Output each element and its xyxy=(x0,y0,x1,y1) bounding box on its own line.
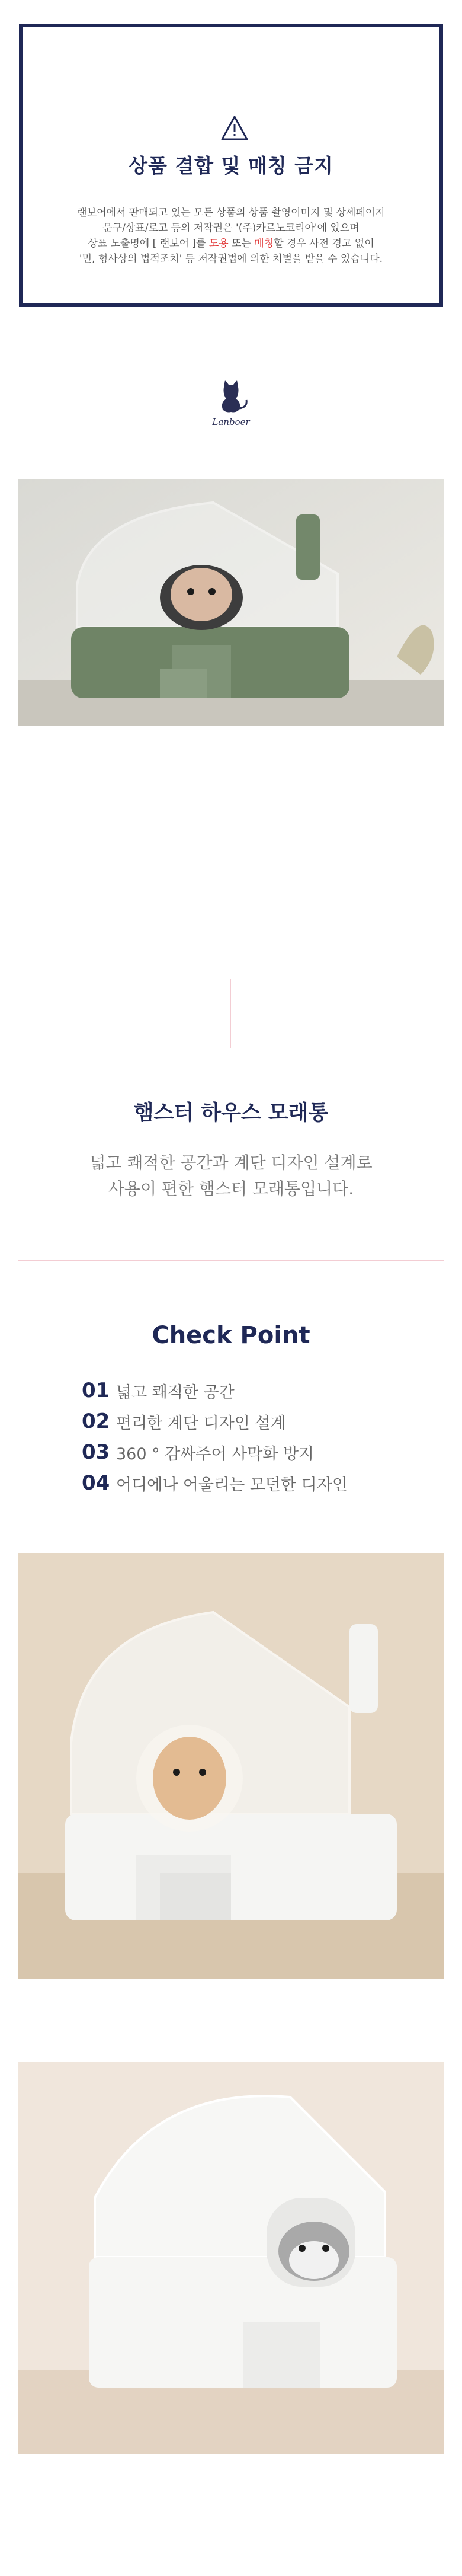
product-photo-green xyxy=(18,479,444,726)
notice-line: 랜보어에서 판매되고 있는 모든 상품의 상품 촬영이미지 및 상세페이지 xyxy=(77,207,385,219)
check-point-number: 02 xyxy=(82,1410,110,1433)
check-point-text: 편리한 계단 디자인 설계 xyxy=(116,1414,286,1433)
copyright-notice-box xyxy=(19,24,443,307)
check-point-title: Check Point xyxy=(152,1322,310,1349)
highlight-text: 매칭 xyxy=(254,238,274,250)
check-point-item xyxy=(82,1437,348,1468)
logo-text: Lanboer xyxy=(212,417,250,427)
check-point-text: 넓고 쾌적한 공간 xyxy=(116,1383,235,1402)
notice-title: 상품 결합 및 매칭 금지 xyxy=(129,154,333,177)
check-point-number: 03 xyxy=(82,1440,110,1464)
check-point-number: 04 xyxy=(82,1471,110,1495)
product-title: 햄스터 하우스 모래통 xyxy=(133,1101,329,1125)
warning-icon xyxy=(220,115,249,141)
check-point-text: 360 ° 감싸주어 사막화 방지 xyxy=(116,1444,315,1463)
check-point-number: 01 xyxy=(82,1379,110,1402)
product-photo-white-front xyxy=(18,1553,444,1979)
divider-line xyxy=(230,979,231,1048)
check-point-list xyxy=(82,1375,348,1498)
check-point-item xyxy=(82,1468,348,1498)
cat-logo-icon xyxy=(200,370,262,418)
description-line: 사용이 편한 햄스터 모래통입니다. xyxy=(108,1179,354,1198)
notice-body xyxy=(40,205,422,267)
description-line: 넓고 쾌적한 공간과 계단 디자인 설계로 xyxy=(89,1153,373,1172)
notice-line: 상표 노출명에 [ 랜보어 ]를 도용 또는 매칭할 경우 사전 경고 없이 xyxy=(88,238,374,250)
product-photo-white-side xyxy=(18,2062,444,2454)
highlight-text: 도용 xyxy=(208,238,229,250)
check-point-text: 어디에나 어울리는 모던한 디자인 xyxy=(116,1475,348,1494)
section-divider xyxy=(18,1260,444,1261)
check-point-item xyxy=(82,1406,348,1437)
check-point-item xyxy=(82,1375,348,1406)
product-description xyxy=(0,1150,462,1202)
notice-line: 문구/상표/로고 등의 저작권은 '(주)카르노코리아'에 있으며 xyxy=(102,222,360,234)
brand-logo xyxy=(200,370,262,436)
notice-line: '민, 형사상의 법적조치' 등 저작권법에 의한 처벌을 받을 수 있습니다. xyxy=(79,253,383,265)
